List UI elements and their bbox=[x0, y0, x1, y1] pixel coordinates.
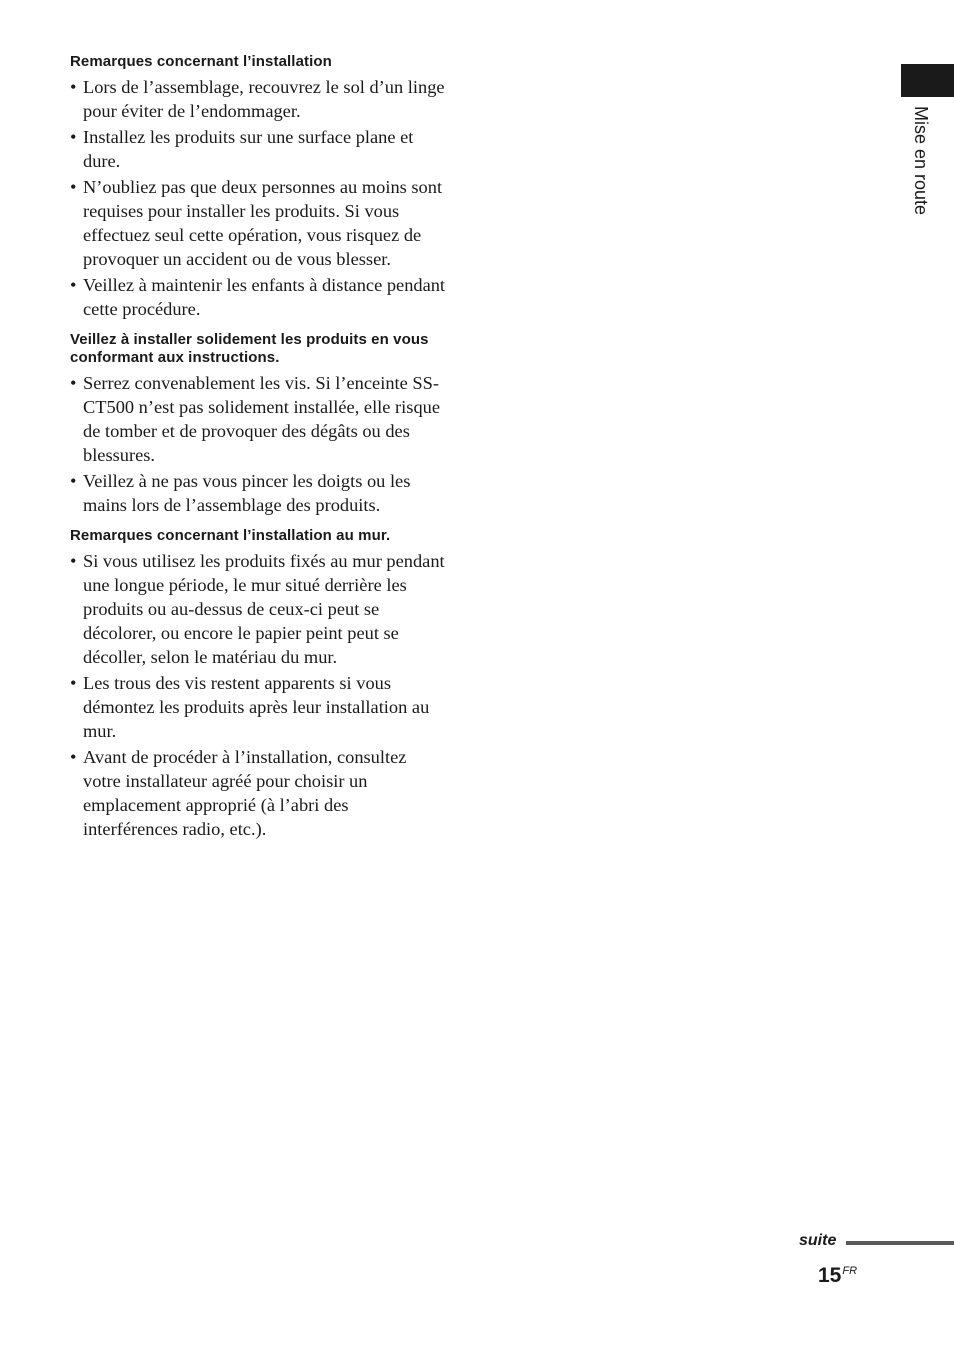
page-language-suffix: FR bbox=[842, 1265, 858, 1277]
chapter-tab-label: Mise en route bbox=[911, 106, 931, 216]
continued-bar bbox=[846, 1241, 954, 1245]
list-item: • Veillez à ne pas vous pincer les doigts ou les mains lors de l’assemblage des produits. bbox=[70, 469, 446, 517]
section-secure-installation bbox=[70, 331, 446, 517]
list-item: • Serrez convenablement les vis. Si l’enceinte SS-CT500 n’est pas solidement installée, elle risque de tomber et de provoquer des dégâts ou des blessures. bbox=[70, 371, 446, 467]
list-item: • N’oubliez pas que deux personnes au moins sont requises pour installer les produits. Si vous effectuez seul cette opération, vous risquez de provoquer un accident ou de vous blesser. bbox=[70, 175, 446, 271]
bullet-list bbox=[70, 549, 446, 841]
section-heading: Remarques concernant l’installation bbox=[70, 53, 332, 70]
main-content bbox=[70, 53, 446, 843]
list-item: • Si vous utilisez les produits fixés au mur pendant une longue période, le mur situé derrière les produits ou au-dessus de ceux-ci peut se décolorer, ou encore le papier peint peut se décoller, selon le matériau du mur. bbox=[70, 549, 446, 669]
section-wall-installation bbox=[70, 527, 446, 841]
page-number bbox=[818, 1258, 857, 1289]
page-number-value: 15 bbox=[818, 1264, 842, 1287]
continued-label: suite bbox=[799, 1232, 837, 1249]
list-item: • Installez les produits sur une surface plane et dure. bbox=[70, 125, 446, 173]
bullet-list bbox=[70, 75, 446, 321]
list-item: • Avant de procéder à l’installation, consultez votre installateur agréé pour choisir un emplacement approprié (à l’abri des interférences radio, etc.). bbox=[70, 745, 446, 841]
list-item: • Lors de l’assemblage, recouvrez le sol d’un linge pour éviter de l’endommager. bbox=[70, 75, 446, 123]
list-item: • Veillez à maintenir les enfants à distance pendant cette procédure. bbox=[70, 273, 446, 321]
chapter-tab-marker bbox=[901, 64, 954, 97]
bullet-list bbox=[70, 371, 446, 517]
section-installation-notes bbox=[70, 53, 446, 321]
section-heading: Remarques concernant l’installation au mur. bbox=[70, 527, 391, 544]
section-heading: Veillez à installer solidement les produits en vous conformant aux instructions. bbox=[70, 331, 429, 366]
list-item: • Les trous des vis restent apparents si vous démontez les produits après leur installation au mur. bbox=[70, 671, 446, 743]
